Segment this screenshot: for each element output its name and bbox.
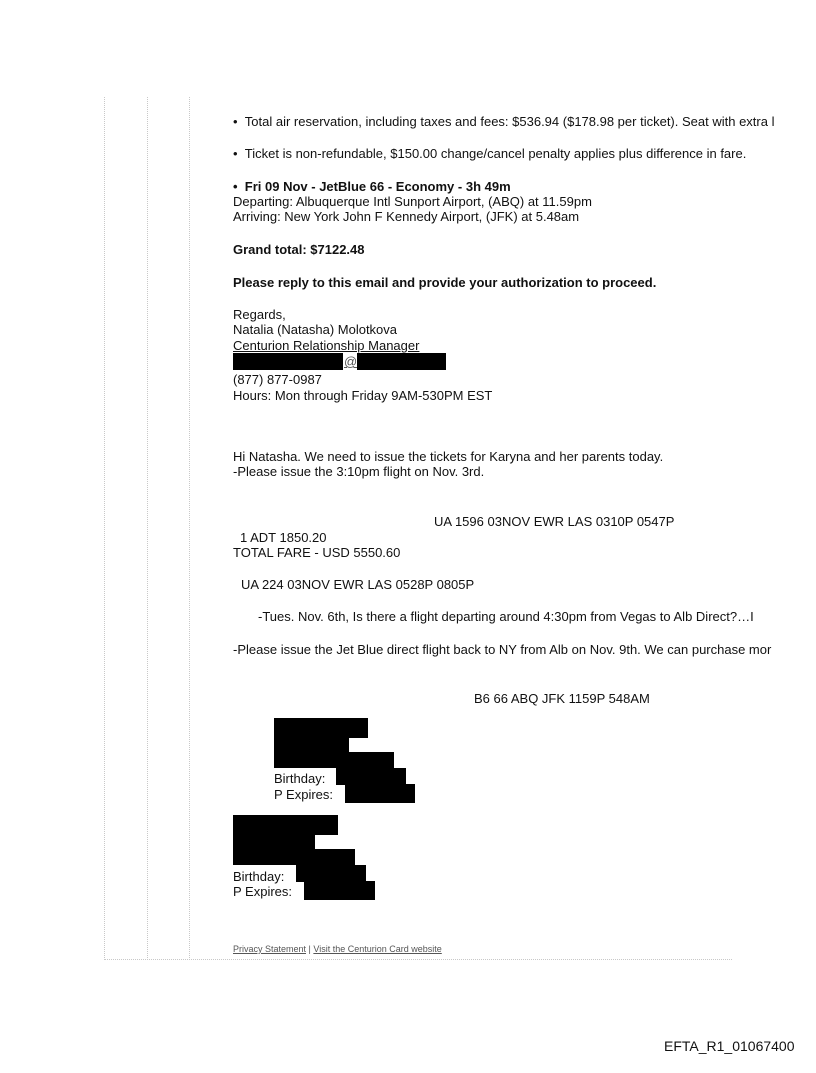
passenger-1-expires-label: P Expires: xyxy=(274,787,334,802)
redaction-passenger-1-birthday xyxy=(336,768,406,785)
redaction-email-domain xyxy=(357,353,446,370)
jetblue-flight-request: -Please issue the Jet Blue direct flight back to NY from Alb on Nov. 9th. We can purchase mor xyxy=(233,642,772,657)
regards: Regards, xyxy=(233,307,286,322)
privacy-statement-link[interactable]: Privacy Statement xyxy=(233,944,307,954)
passenger-2-birthday-label: Birthday: xyxy=(233,869,285,884)
reply-line-1: -Please issue the 3:10pm flight on Nov. 3rd. xyxy=(233,464,485,479)
phone-number: (877) 877-0987 xyxy=(233,372,322,387)
table-border-2 xyxy=(147,97,148,960)
redaction-email-user xyxy=(233,353,343,370)
reply-greeting: Hi Natasha. We need to issue the tickets for Karyna and her parents today. xyxy=(233,449,664,464)
grand-total: Grand total: $7122.48 xyxy=(233,242,365,257)
bullet-non-refundable: • Ticket is non-refundable, $150.00 change/cancel penalty applies plus difference in fare. xyxy=(233,146,747,161)
office-hours: Hours: Mon through Friday 9AM-530PM EST xyxy=(233,388,493,403)
redaction-passenger-2-expires xyxy=(304,881,375,900)
flight-heading: • Fri 09 Nov - JetBlue 66 - Economy - 3h 49m xyxy=(233,179,511,194)
passenger-2-expires-label: P Expires: xyxy=(233,884,293,899)
redaction-passenger-2-line-3 xyxy=(233,849,355,865)
email-footer xyxy=(233,944,442,954)
departing-line: Departing: Albuquerque Intl Sunport Airport, (ABQ) at 11.59pm xyxy=(233,194,592,209)
tuesday-flight-request: -Tues. Nov. 6th, Is there a flight departing around 4:30pm from Vegas to Alb Direct?…I xyxy=(258,609,754,624)
arriving-line: Arriving: New York John F Kennedy Airport, (JFK) at 5.48am xyxy=(233,209,580,224)
signer-title: Centurion Relationship Manager xyxy=(233,338,420,353)
table-bottom-border xyxy=(104,959,732,960)
total-fare: TOTAL FARE - USD 5550.60 xyxy=(233,545,401,560)
centurion-website-link[interactable]: Visit the Centurion Card website xyxy=(313,944,442,954)
redaction-passenger-1-line-3 xyxy=(274,752,394,768)
itinerary-ua-1596: UA 1596 03NOV EWR LAS 0310P 0547P xyxy=(434,514,675,529)
redaction-passenger-1-line-2 xyxy=(274,738,349,752)
email-at-sign: @ xyxy=(344,354,358,369)
footer-separator: | xyxy=(306,944,314,954)
table-border-3 xyxy=(189,97,190,960)
authorization-request: Please reply to this email and provide your authorization to proceed. xyxy=(233,275,657,290)
signer-name: Natalia (Natasha) Molotkova xyxy=(233,322,398,337)
fare-adult: 1 ADT 1850.20 xyxy=(240,530,327,545)
table-border-1 xyxy=(104,97,105,960)
redaction-passenger-1-name xyxy=(274,718,368,738)
bates-number: EFTA_R1_01067400 xyxy=(664,1038,795,1054)
redaction-passenger-2-name xyxy=(233,815,338,835)
redaction-passenger-2-line-2 xyxy=(233,835,315,849)
itinerary-ua-224: UA 224 03NOV EWR LAS 0528P 0805P xyxy=(241,577,475,592)
redaction-passenger-2-birthday xyxy=(296,865,366,882)
passenger-1-birthday-label: Birthday: xyxy=(274,771,326,786)
bullet-total-reservation: • Total air reservation, including taxes and fees: $536.94 ($178.98 per ticket). Seat with extra l xyxy=(233,114,775,129)
itinerary-b6-66: B6 66 ABQ JFK 1159P 548AM xyxy=(474,691,650,706)
redaction-passenger-1-expires xyxy=(345,784,415,803)
